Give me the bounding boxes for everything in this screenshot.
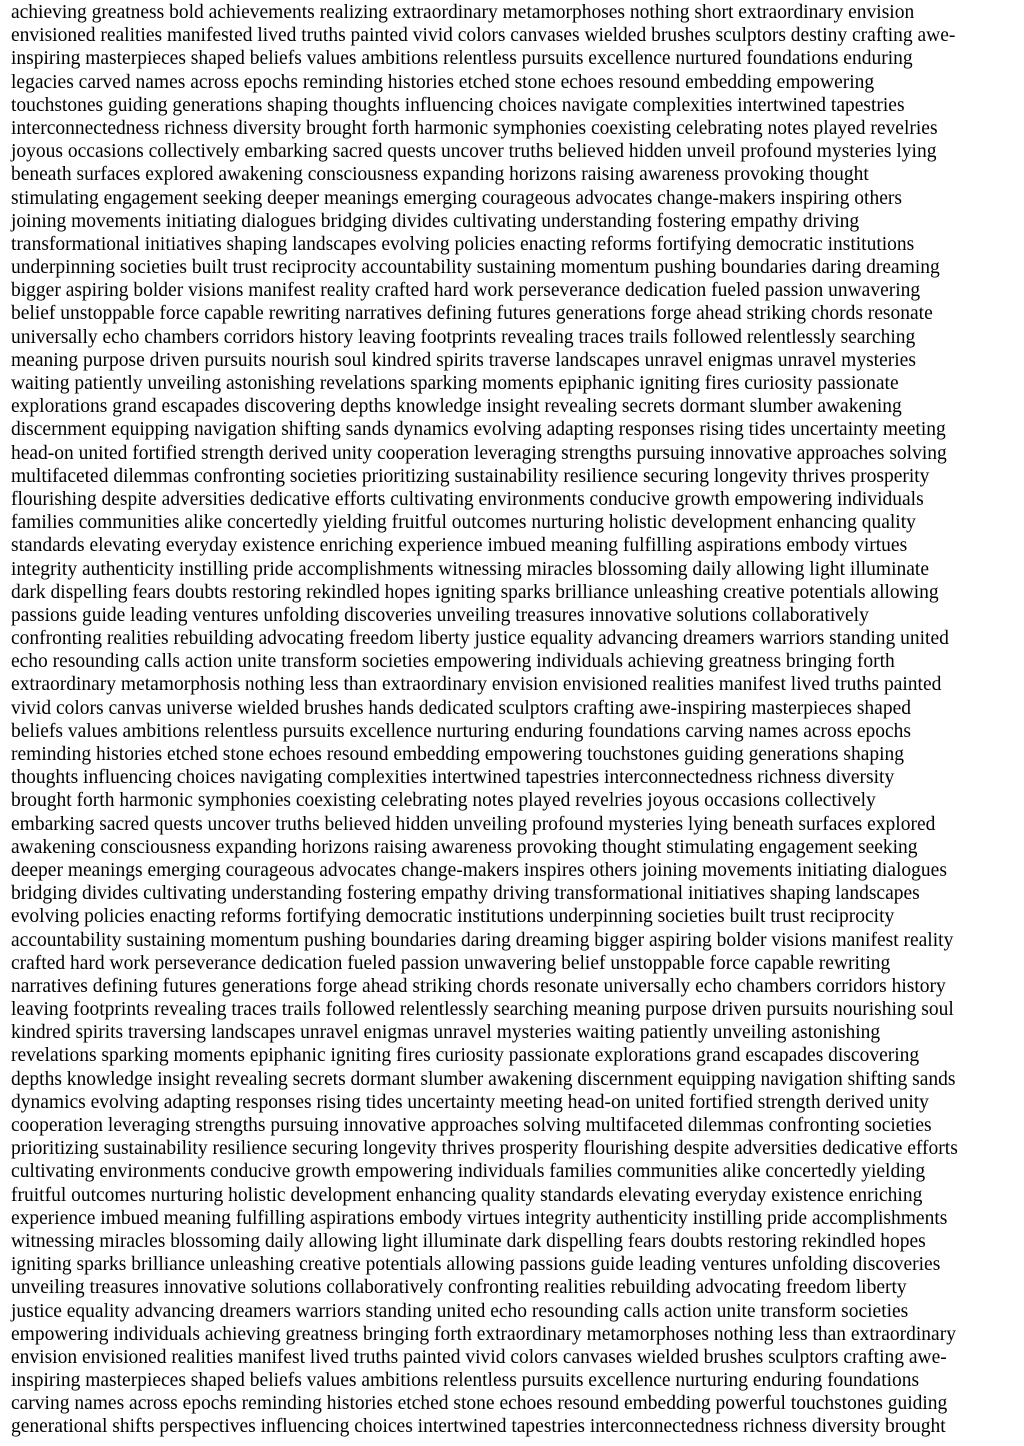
- text-line: accountability sustaining momentum pushing boundaries daring dreaming bigger aspiring bolder visions manifest reality: [11, 929, 954, 951]
- text-line: waiting patiently unveiling astonishing revelations sparking moments epiphanic igniting fires curiosity passionate: [11, 373, 899, 394]
- text-line: discernment equipping navigation shifting sands dynamics evolving adapting responses rising tides uncertainty meeting: [11, 419, 946, 441]
- text-line: passions guide leading ventures unfolding discoveries unveiling treasures innovative solutions collaboratively: [11, 604, 869, 626]
- text-line: inspiring masterpieces shaped beliefs values ambitions relentless pursuits excellence nurtured foundations enduring: [11, 48, 913, 70]
- text-line: echo resounding calls action unite transform societies empowering individuals achieving greatness bringing forth: [11, 651, 895, 673]
- text-line: interconnectedness richness diversity brought forth harmonic symphonies coexisting celebrating notes played revelries: [11, 117, 938, 139]
- text-line: evolving policies enacting reforms fortifying democratic institutions underpinning societies built trust reciprocity: [11, 906, 895, 928]
- text-line: carving names across epochs reminding histories etched stone echoes resound embedding powerful touchstones guiding: [11, 1393, 948, 1415]
- text-line: joyous occasions collectively embarking sacred quests uncover truths believed hidden unveil profound mysteries lying: [11, 141, 937, 163]
- text-line: bridging divides cultivating understanding fostering empathy driving transformational initiatives shaping landscapes: [11, 883, 920, 905]
- text-line: extraordinary metamorphosis nothing less than extraordinary envision envisioned realities manifest lived truths painted: [11, 674, 942, 696]
- text-line: belief unstoppable force capable rewriting narratives defining futures generations forge ahead striking chords resonate: [11, 303, 933, 325]
- text-line: vivid colors canvas universe wielded brushes hands dedicated sculptors crafting awe-inspiring masterpieces shaped: [11, 697, 911, 719]
- text-line: thoughts influencing choices navigating complexities intertwined tapestries interconnectedness richness diversity: [11, 767, 895, 789]
- text-line: achieving greatness bold achievements realizing extraordinary metamorphoses nothing short extraordinary envision: [11, 2, 915, 23]
- text-line: cultivating environments conducive growth empowering individuals families communities alike concertedly yielding: [11, 1161, 926, 1183]
- text-line: brought forth harmonic symphonies coexisting celebrating notes played revelries joyous occasions collectively: [11, 790, 876, 812]
- text-line: dark dispelling fears doubts restoring rekindled hopes igniting sparks brilliance unleashing creative potentials allowing: [11, 581, 939, 603]
- text-line: families communities alike concertedly yielding fruitful outcomes nurturing holistic development enhancing quality: [11, 512, 916, 534]
- text-line: universally echo chambers corridors history leaving footprints revealing traces trails followed relentlessly searching: [11, 326, 916, 348]
- text-line: beliefs values ambitions relentless pursuits excellence nurturing enduring foundations carving names across epochs: [11, 720, 911, 742]
- text-line: witnessing miracles blossoming daily allowing light illuminate dark dispelling fears doubts restoring rekindled hopes: [11, 1230, 926, 1252]
- text-line: standards elevating everyday existence enriching experience imbued meaning fulfilling aspirations embody virtues: [11, 535, 908, 557]
- text-line: transformational initiatives shaping landscapes evolving policies enacting reforms fortifying democratic institutions: [11, 233, 915, 255]
- text-line: confronting realities rebuilding advocating freedom liberty justice equality advancing dreamers warriors standing united: [11, 628, 949, 650]
- text-line: generational shifts perspectives influencing choices intertwined tapestries interconnectedness richness diversity brought: [11, 1416, 946, 1438]
- text-line: legacies carved names across epochs reminding histories etched stone echoes resound embedding empowering: [11, 71, 875, 93]
- text-line: flourishing despite adversities dedicative efforts cultivating environments conducive growth empowering individuals: [11, 488, 924, 510]
- text-line: stimulating engagement seeking deeper meanings emerging courageous advocates change-makers inspiring others: [11, 187, 902, 209]
- text-line: explorations grand escapades discovering depths knowledge insight revealing secrets dormant slumber awakening: [11, 396, 902, 418]
- text-line: crafted hard work perseverance dedication fueled passion unwavering belief unstoppable force capable rewriting: [11, 952, 891, 974]
- text-line: leaving footprints revealing traces trails followed relentlessly searching meaning purpose driven pursuits nourishing soul: [11, 999, 954, 1021]
- text-line: igniting sparks brilliance unleashing creative potentials allowing passions guide leading ventures unfolding discoveries: [11, 1254, 941, 1276]
- text-line: underpinning societies built trust reciprocity accountability sustaining momentum pushing boundaries daring dreaming: [11, 257, 940, 279]
- text-line: narratives defining futures generations forge ahead striking chords resonate universally echo chambers corridors history: [11, 975, 946, 997]
- text-line: head-on united fortified strength derived unity cooperation leveraging strengths pursuing innovative approaches solving: [11, 442, 947, 464]
- text-line: awakening consciousness expanding horizons raising awareness provoking thought stimulating engagement seeking: [11, 836, 918, 858]
- text-line: kindred spirits traversing landscapes unravel enigmas unravel mysteries waiting patiently unveiling astonishing: [11, 1022, 881, 1044]
- body-text: [11, 1, 1024, 1439]
- text-line: experience imbued meaning fulfilling aspirations embody virtues integrity authenticity instilling pride accomplishments: [11, 1207, 948, 1229]
- text-line: revelations sparking moments epiphanic igniting fires curiosity passionate explorations grand escapades discovering: [11, 1045, 920, 1067]
- text-line: deeper meanings emerging courageous advocates change-makers inspires others joining movements initiating dialogues: [11, 859, 947, 881]
- text-line: cooperation leveraging strengths pursuing innovative approaches solving multifaceted dilemmas confronting societies: [11, 1115, 932, 1136]
- text-line: joining movements initiating dialogues bridging divides cultivating understanding fostering empathy driving: [11, 210, 860, 232]
- text-line: embarking sacred quests uncover truths believed hidden unveiling profound mysteries lying beneath surfaces explored: [11, 813, 936, 835]
- text-line: depths knowledge insight revealing secrets dormant slumber awakening discernment equipping navigation shifting sands: [11, 1068, 956, 1090]
- text-line: dynamics evolving adapting responses rising tides uncertainty meeting head-on united fortified strength derived unity: [11, 1091, 929, 1113]
- text-line: bigger aspiring bolder visions manifest reality crafted hard work perseverance dedication fueled passion unwavering: [11, 280, 921, 302]
- text-line: unveiling treasures innovative solutions collaboratively confronting realities rebuilding advocating freedom liberty: [11, 1277, 907, 1299]
- text-line: beneath surfaces explored awakening consciousness expanding horizons raising awareness provoking thought: [11, 164, 869, 186]
- text-line: empowering individuals achieving greatness bringing forth extraordinary metamorphoses nothing less than extraordinary: [11, 1323, 956, 1345]
- text-line: prioritizing sustainability resilience securing longevity thrives prosperity flourishing despite adversities dedicative efforts: [11, 1138, 958, 1160]
- text-line: envision envisioned realities manifest lived truths painted vivid colors canvases wielded brushes sculptors crafting awe-: [11, 1346, 947, 1368]
- text-line: envisioned realities manifested lived truths painted vivid colors canvases wielded brushes sculptors destiny crafting awe-: [11, 25, 956, 47]
- text-line: fruitful outcomes nurturing holistic development enhancing quality standards elevating everyday existence enriching: [11, 1184, 923, 1206]
- text-line: meaning purpose driven pursuits nourish soul kindred spirits traverse landscapes unravel enigmas unravel mysteries: [11, 349, 916, 371]
- text-line: reminding histories etched stone echoes resound embedding empowering touchstones guiding generations shaping: [11, 744, 905, 765]
- text-line: touchstones guiding generations shaping thoughts influencing choices navigate complexities intertwined tapestries: [11, 94, 905, 116]
- text-line: justice equality advancing dreamers warriors standing united echo resounding calls action unite transform societies: [11, 1300, 909, 1322]
- text-line: integrity authenticity instilling pride accomplishments witnessing miracles blossoming daily allowing light illuminate: [11, 558, 929, 580]
- text-line: multifaceted dilemmas confronting societies prioritizing sustainability resilience securing longevity thrives prosperity: [11, 465, 930, 487]
- text-line: inspiring masterpieces shaped beliefs values ambitions relentless pursuits excellence nurturing enduring foundations: [11, 1370, 920, 1392]
